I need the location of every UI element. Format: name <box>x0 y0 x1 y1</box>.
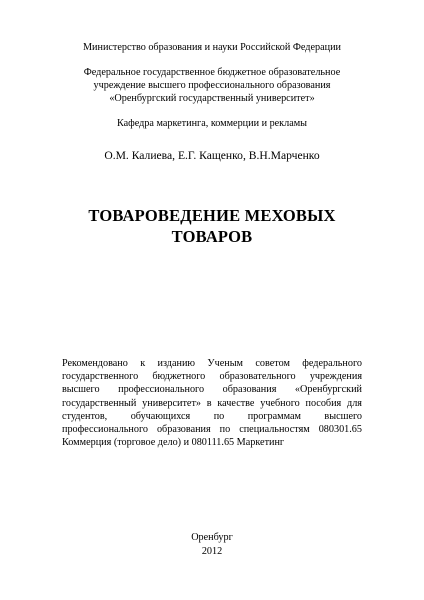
recommendation-text: Рекомендовано к изданию Ученым советом федерального государственного бюджетного образовательного учреждения высшего профессионального образования «Оренбургский государственный университет» в качестве учебного пособия для студентов, обучающихся по программам высшего профессионального образования по специальностям 080301.65 Коммерция (торговое дело) и 080111.65 Маркетинг <box>62 358 362 449</box>
book-title <box>0 205 424 247</box>
ministry-name: Министерство образования и науки Российской Федерации <box>82 42 341 53</box>
institution-line: учреждение высшего профессионального образования <box>93 80 331 91</box>
institution-line: «Оренбургский государственный университет» <box>109 93 315 104</box>
publication-city: Оренбург <box>191 532 233 543</box>
institution-line: Федеральное государственное бюджетное образовательное <box>83 67 341 78</box>
publication-year: 2012 <box>201 546 223 557</box>
book-title-line: ТОВАРОВ <box>171 227 253 246</box>
authors: О.М. Калиева, Е.Г. Кащенко, В.Н.Марченко <box>104 149 320 162</box>
institution-name <box>0 66 424 105</box>
department-name: Кафедра маркетинга, коммерции и рекламы <box>116 118 308 129</box>
book-title-line: ТОВАРОВЕДЕНИЕ МЕХОВЫХ <box>88 206 336 225</box>
